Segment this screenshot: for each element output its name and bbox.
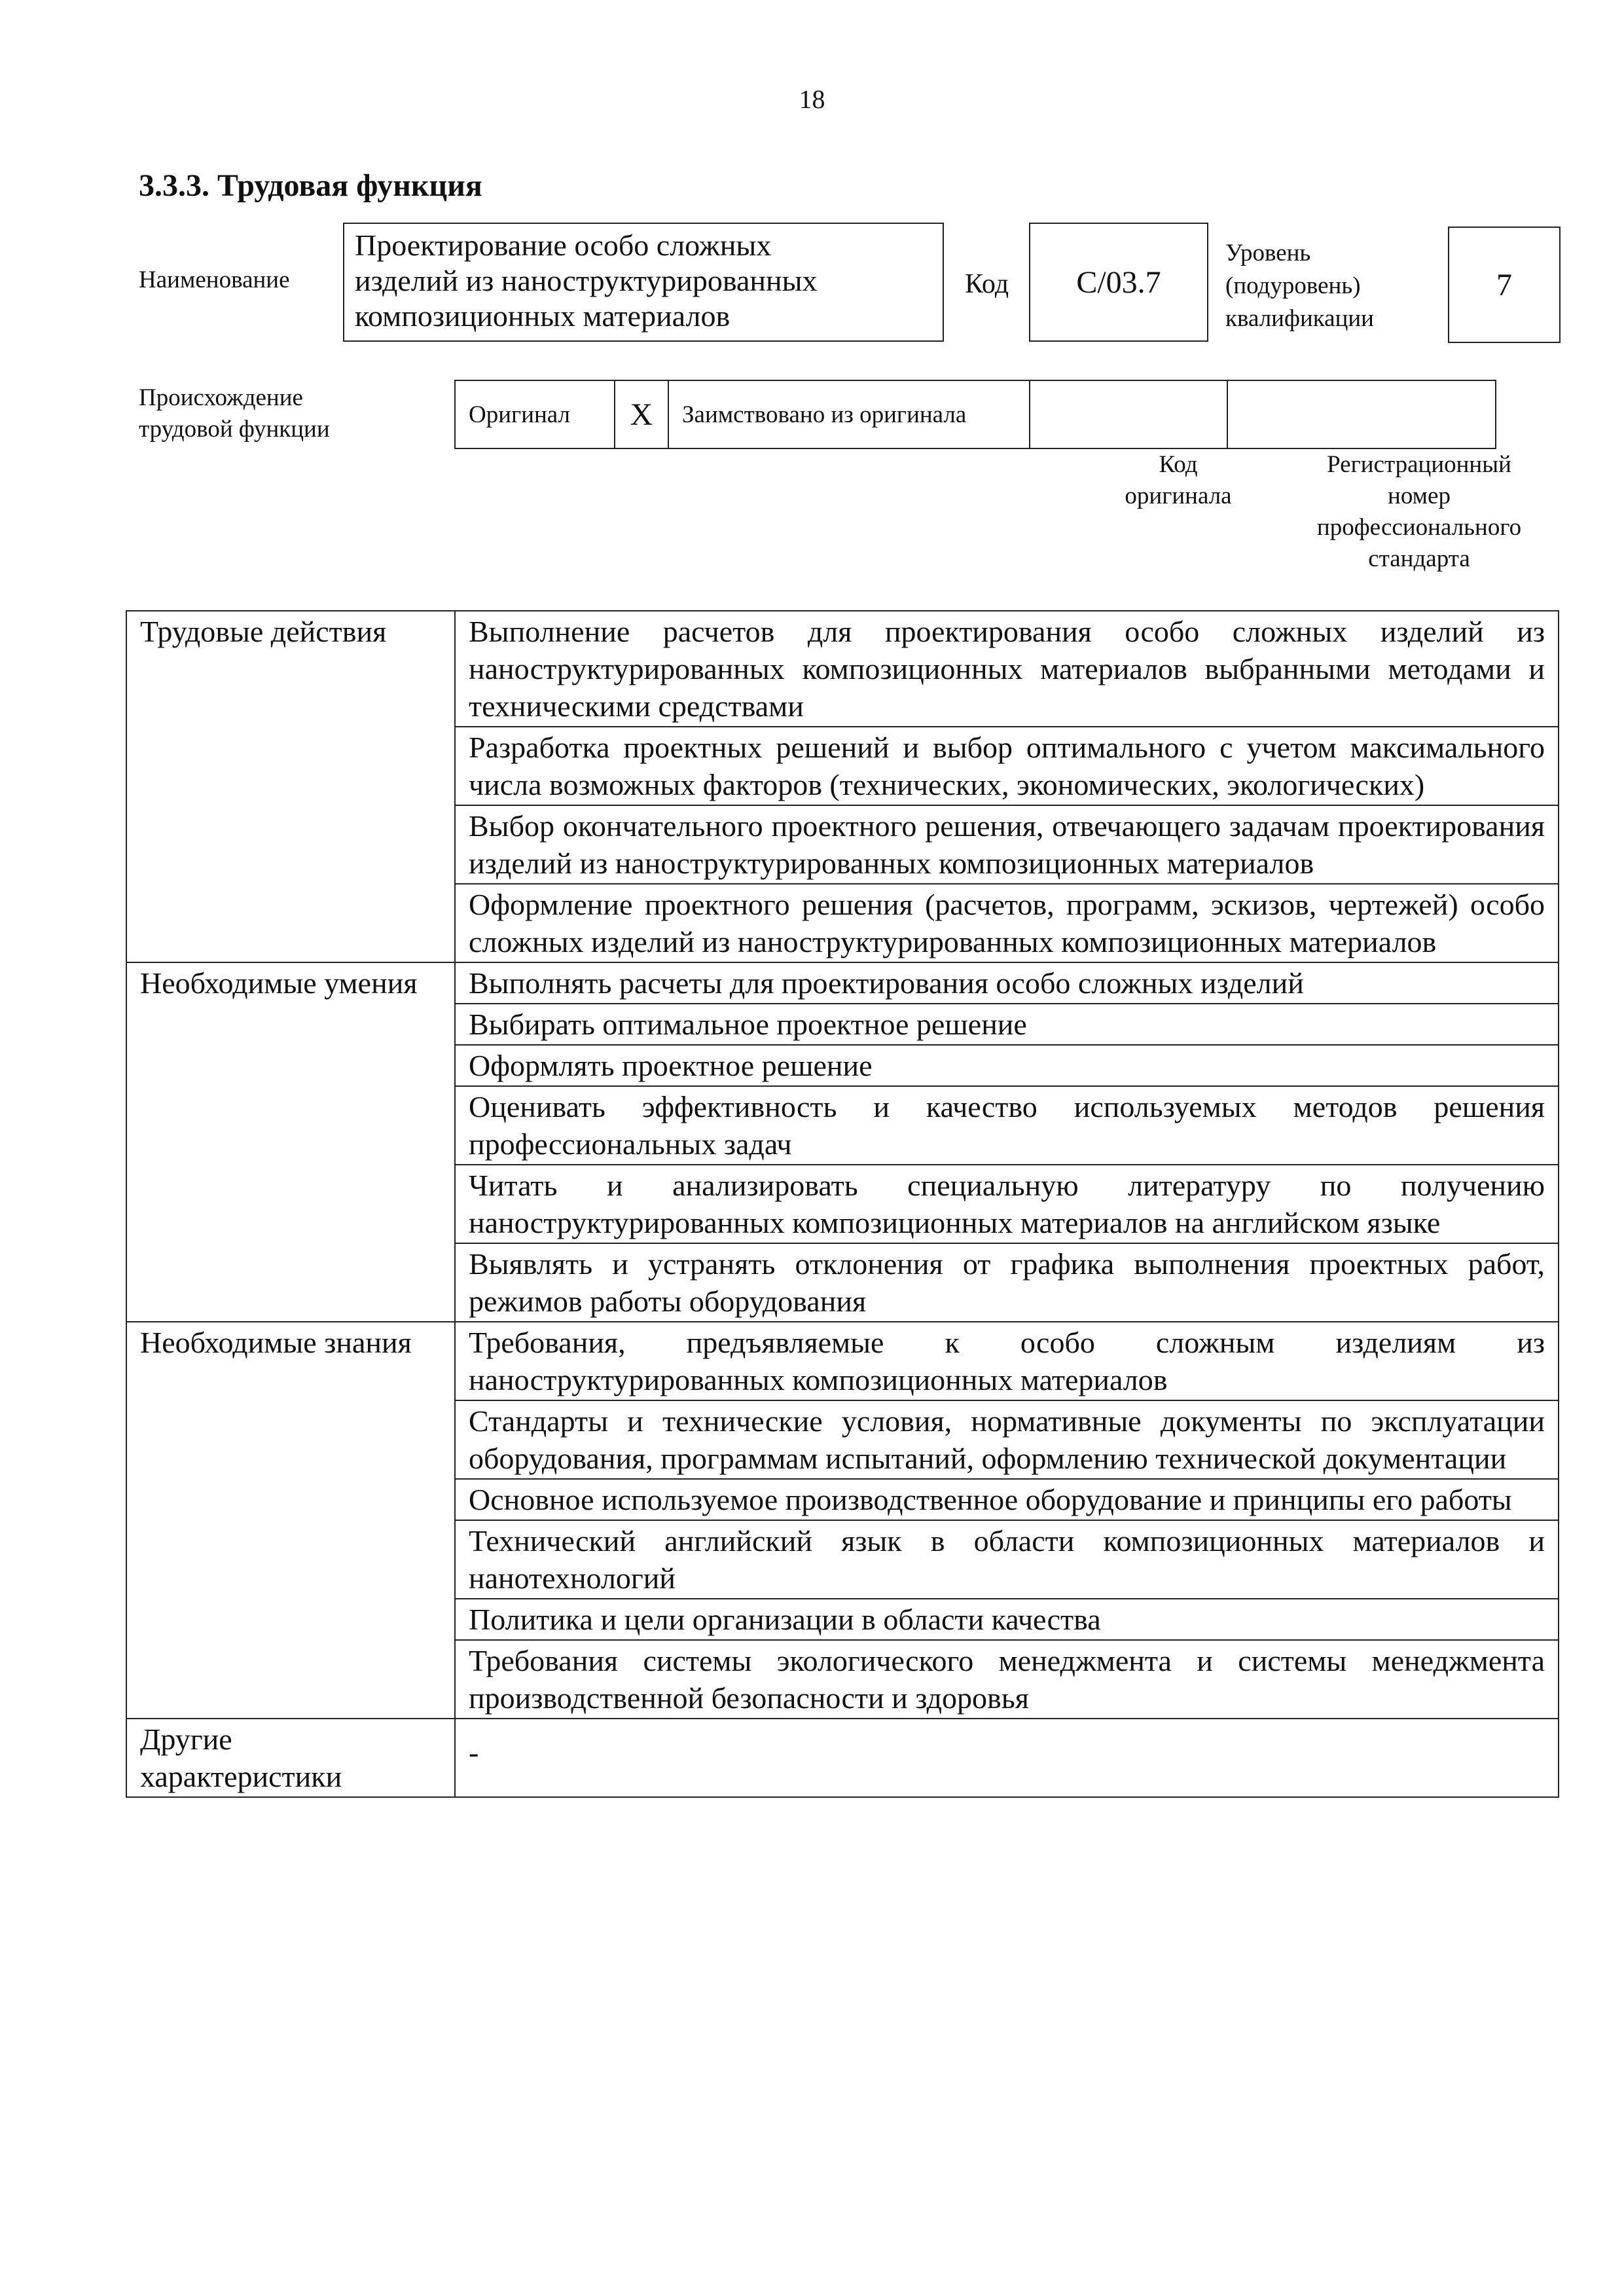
origin-label-line: Происхождение bbox=[139, 384, 303, 411]
origin-label bbox=[139, 382, 330, 445]
reg-caption bbox=[1282, 449, 1557, 575]
section-item: Выполнять расчеты для проектирования особо сложных изделий bbox=[455, 962, 1559, 1004]
section-item: Выявлять и устранять отклонения от графика выполнения проектных работ, режимов работы оборудования bbox=[455, 1243, 1559, 1322]
table-row bbox=[126, 611, 1559, 727]
section-item: Выбирать оптимальное проектное решение bbox=[455, 1004, 1559, 1045]
reg-caption-line: стандарта bbox=[1368, 545, 1470, 572]
original-code-cell bbox=[1030, 380, 1227, 448]
original-cell bbox=[455, 380, 615, 448]
section-item: Основное используемое производственное оборудование и принципы его работы bbox=[455, 1479, 1559, 1520]
reg-caption-line: номер bbox=[1388, 483, 1451, 509]
reg-caption-line: Регистрационный bbox=[1327, 451, 1511, 478]
section-label: Необходимые знания bbox=[126, 1322, 455, 1719]
level-box bbox=[1448, 227, 1561, 343]
name-line: изделий из наноструктурированных bbox=[355, 264, 818, 297]
level-label bbox=[1225, 237, 1374, 335]
section-item: Требования, предъявляемые к особо сложным изделиям из наноструктурированных композиционных материалов bbox=[455, 1322, 1559, 1400]
section-item: Требования системы экологического менеджмента и системы менеджмента производственной безопасности и здоровья bbox=[455, 1640, 1559, 1719]
level-label-line: (подуровень) bbox=[1225, 272, 1361, 299]
section-item: Разработка проектных решений и выбор оптимального с учетом максимального числа возможных факторов (технических, экономических, экологических) bbox=[455, 727, 1559, 805]
code-caption-line: Код bbox=[1159, 451, 1198, 478]
section-item: Оформление проектного решения (расчетов, программ, эскизов, чертежей) особо сложных изделий из наноструктурированных композиционных материалов bbox=[455, 884, 1559, 962]
name-line: композиционных материалов bbox=[355, 299, 731, 333]
level-value: 7 bbox=[1496, 267, 1512, 302]
section-label: Необходимые умения bbox=[126, 962, 455, 1322]
reg-caption-line: профессионального bbox=[1316, 514, 1522, 541]
original-mark: X bbox=[615, 380, 668, 448]
section-item: Оформлять проектное решение bbox=[455, 1045, 1559, 1086]
borrowed-label: Заимствовано из оригинала bbox=[682, 401, 967, 428]
page-number: 18 bbox=[799, 84, 825, 114]
code-caption-line: оригинала bbox=[1125, 483, 1232, 509]
origin-label-line: трудовой функции bbox=[139, 416, 330, 443]
reg-number-cell bbox=[1227, 380, 1496, 448]
code-box bbox=[1029, 223, 1208, 342]
table-row bbox=[126, 1719, 1559, 1797]
table-row bbox=[126, 1322, 1559, 1400]
section-item: Выполнение расчетов для проектирования особо сложных изделий из наноструктурированных композиционных материалов выбранными методами и техническими средствами bbox=[455, 611, 1559, 727]
name-label: Наименование bbox=[139, 266, 290, 293]
code-label: Код bbox=[965, 269, 1009, 299]
section-label: Трудовые действия bbox=[126, 611, 455, 962]
section-item: Читать и анализировать специальную литературу по получению наноструктурированных композиционных материалов на английском языке bbox=[455, 1165, 1559, 1243]
table-row bbox=[126, 962, 1559, 1004]
original-label: Оригинал bbox=[469, 401, 571, 428]
section-item: - bbox=[455, 1719, 1559, 1797]
code-value: С/03.7 bbox=[1076, 264, 1161, 300]
name-line: Проектирование особо сложных bbox=[355, 228, 772, 262]
section-label: Другие характеристики bbox=[126, 1719, 455, 1797]
name-box bbox=[343, 223, 944, 342]
level-label-line: Уровень bbox=[1225, 240, 1311, 266]
section-item: Технический английский язык в области композиционных материалов и нанотехнологий bbox=[455, 1520, 1559, 1599]
functions-table bbox=[126, 610, 1559, 1798]
section-title: 3.3.3. Трудовая функция bbox=[139, 168, 482, 203]
borrowed-cell bbox=[668, 380, 1030, 448]
section-item: Выбор окончательного проектного решения, отвечающего задачам проектирования изделий из наноструктурированных композиционных материалов bbox=[455, 805, 1559, 884]
code-caption bbox=[1080, 449, 1276, 512]
section-item: Оценивать эффективность и качество используемых методов решения профессиональных задач bbox=[455, 1086, 1559, 1165]
section-item: Стандарты и технические условия, нормативные документы по эксплуатации оборудования, программам испытаний, оформлению технической документации bbox=[455, 1400, 1559, 1479]
section-item: Политика и цели организации в области качества bbox=[455, 1599, 1559, 1640]
level-label-line: квалификации bbox=[1225, 305, 1374, 332]
origin-table bbox=[454, 380, 1496, 449]
